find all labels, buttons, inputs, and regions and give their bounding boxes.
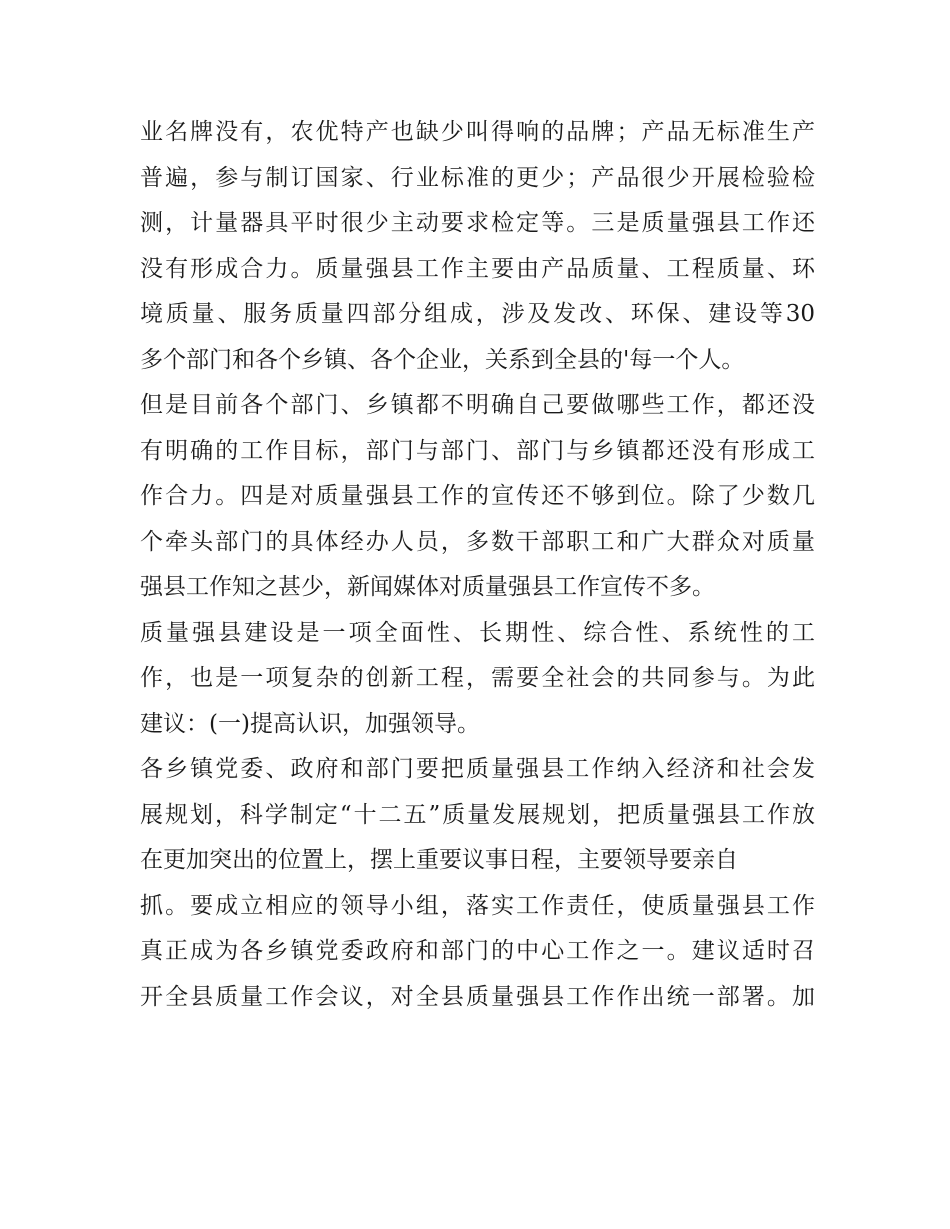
text-line: 但是目前各个部门、乡镇都不明确自己要做哪些工作，都还没 (140, 392, 815, 418)
text-line: 有明确的工作目标，部门与部门、部门与乡镇都还没有形成工 (140, 437, 815, 464)
text-line: 真正成为各乡镇党委政府和部门的中心工作之一。建议适时召 (140, 938, 815, 964)
text-line: 个牵头部门的具体经办人员，多数干部职工和广大群众对质量 (140, 528, 815, 555)
body-text (140, 110, 815, 1020)
text-line: 开全县质量工作会议，对全县质量强县工作作出统一部署。加 (140, 983, 815, 1010)
text-line: 强县工作知之甚少，新闻媒体对质量强县工作宣传不多。 (140, 574, 715, 600)
text-line: 建议：(一)提高认识，加强领导。 (140, 710, 480, 737)
text-line: 抓。要成立相应的领导小组，落实工作责任，使质量强县工作 (140, 892, 815, 919)
text-line: 业名牌没有，农优特产也缺少叫得响的品牌；产品无标准生产 (140, 119, 815, 145)
text-line: 测，计量器具平时很少主动要求检定等。三是质量强县工作还 (140, 210, 815, 236)
text-line: 多个部门和各个乡镇、各个企业，关系到全县的'每一个人。 (140, 346, 745, 373)
text-line: 作合力。四是对质量强县工作的宣传还不够到位。除了少数几 (140, 483, 815, 509)
text-line: 在更加突出的位置上，摆上重要议事日程，主要领导要亲自 (140, 847, 738, 873)
text-line: 境质量、服务质量四部分组成，涉及发改、环保、建设等30 (140, 301, 815, 327)
text-line: 质量强县建设是一项全面性、长期性、综合性、系统性的工 (140, 619, 815, 646)
text-line: 普遍，参与制订国家、行业标准的更少；产品很少开展检验检 (140, 164, 815, 191)
text-line: 展规划，科学制定“十二五”质量发展规划，把质量强县工作放 (140, 801, 815, 828)
text-line: 没有形成合力。质量强县工作主要由产品质量、工程质量、环 (140, 255, 815, 282)
text-line: 作，也是一项复杂的创新工程，需要全社会的共同参与。为此 (140, 665, 815, 691)
text-line: 各乡镇党委、政府和部门要把质量强县工作纳入经济和社会发 (140, 756, 815, 782)
